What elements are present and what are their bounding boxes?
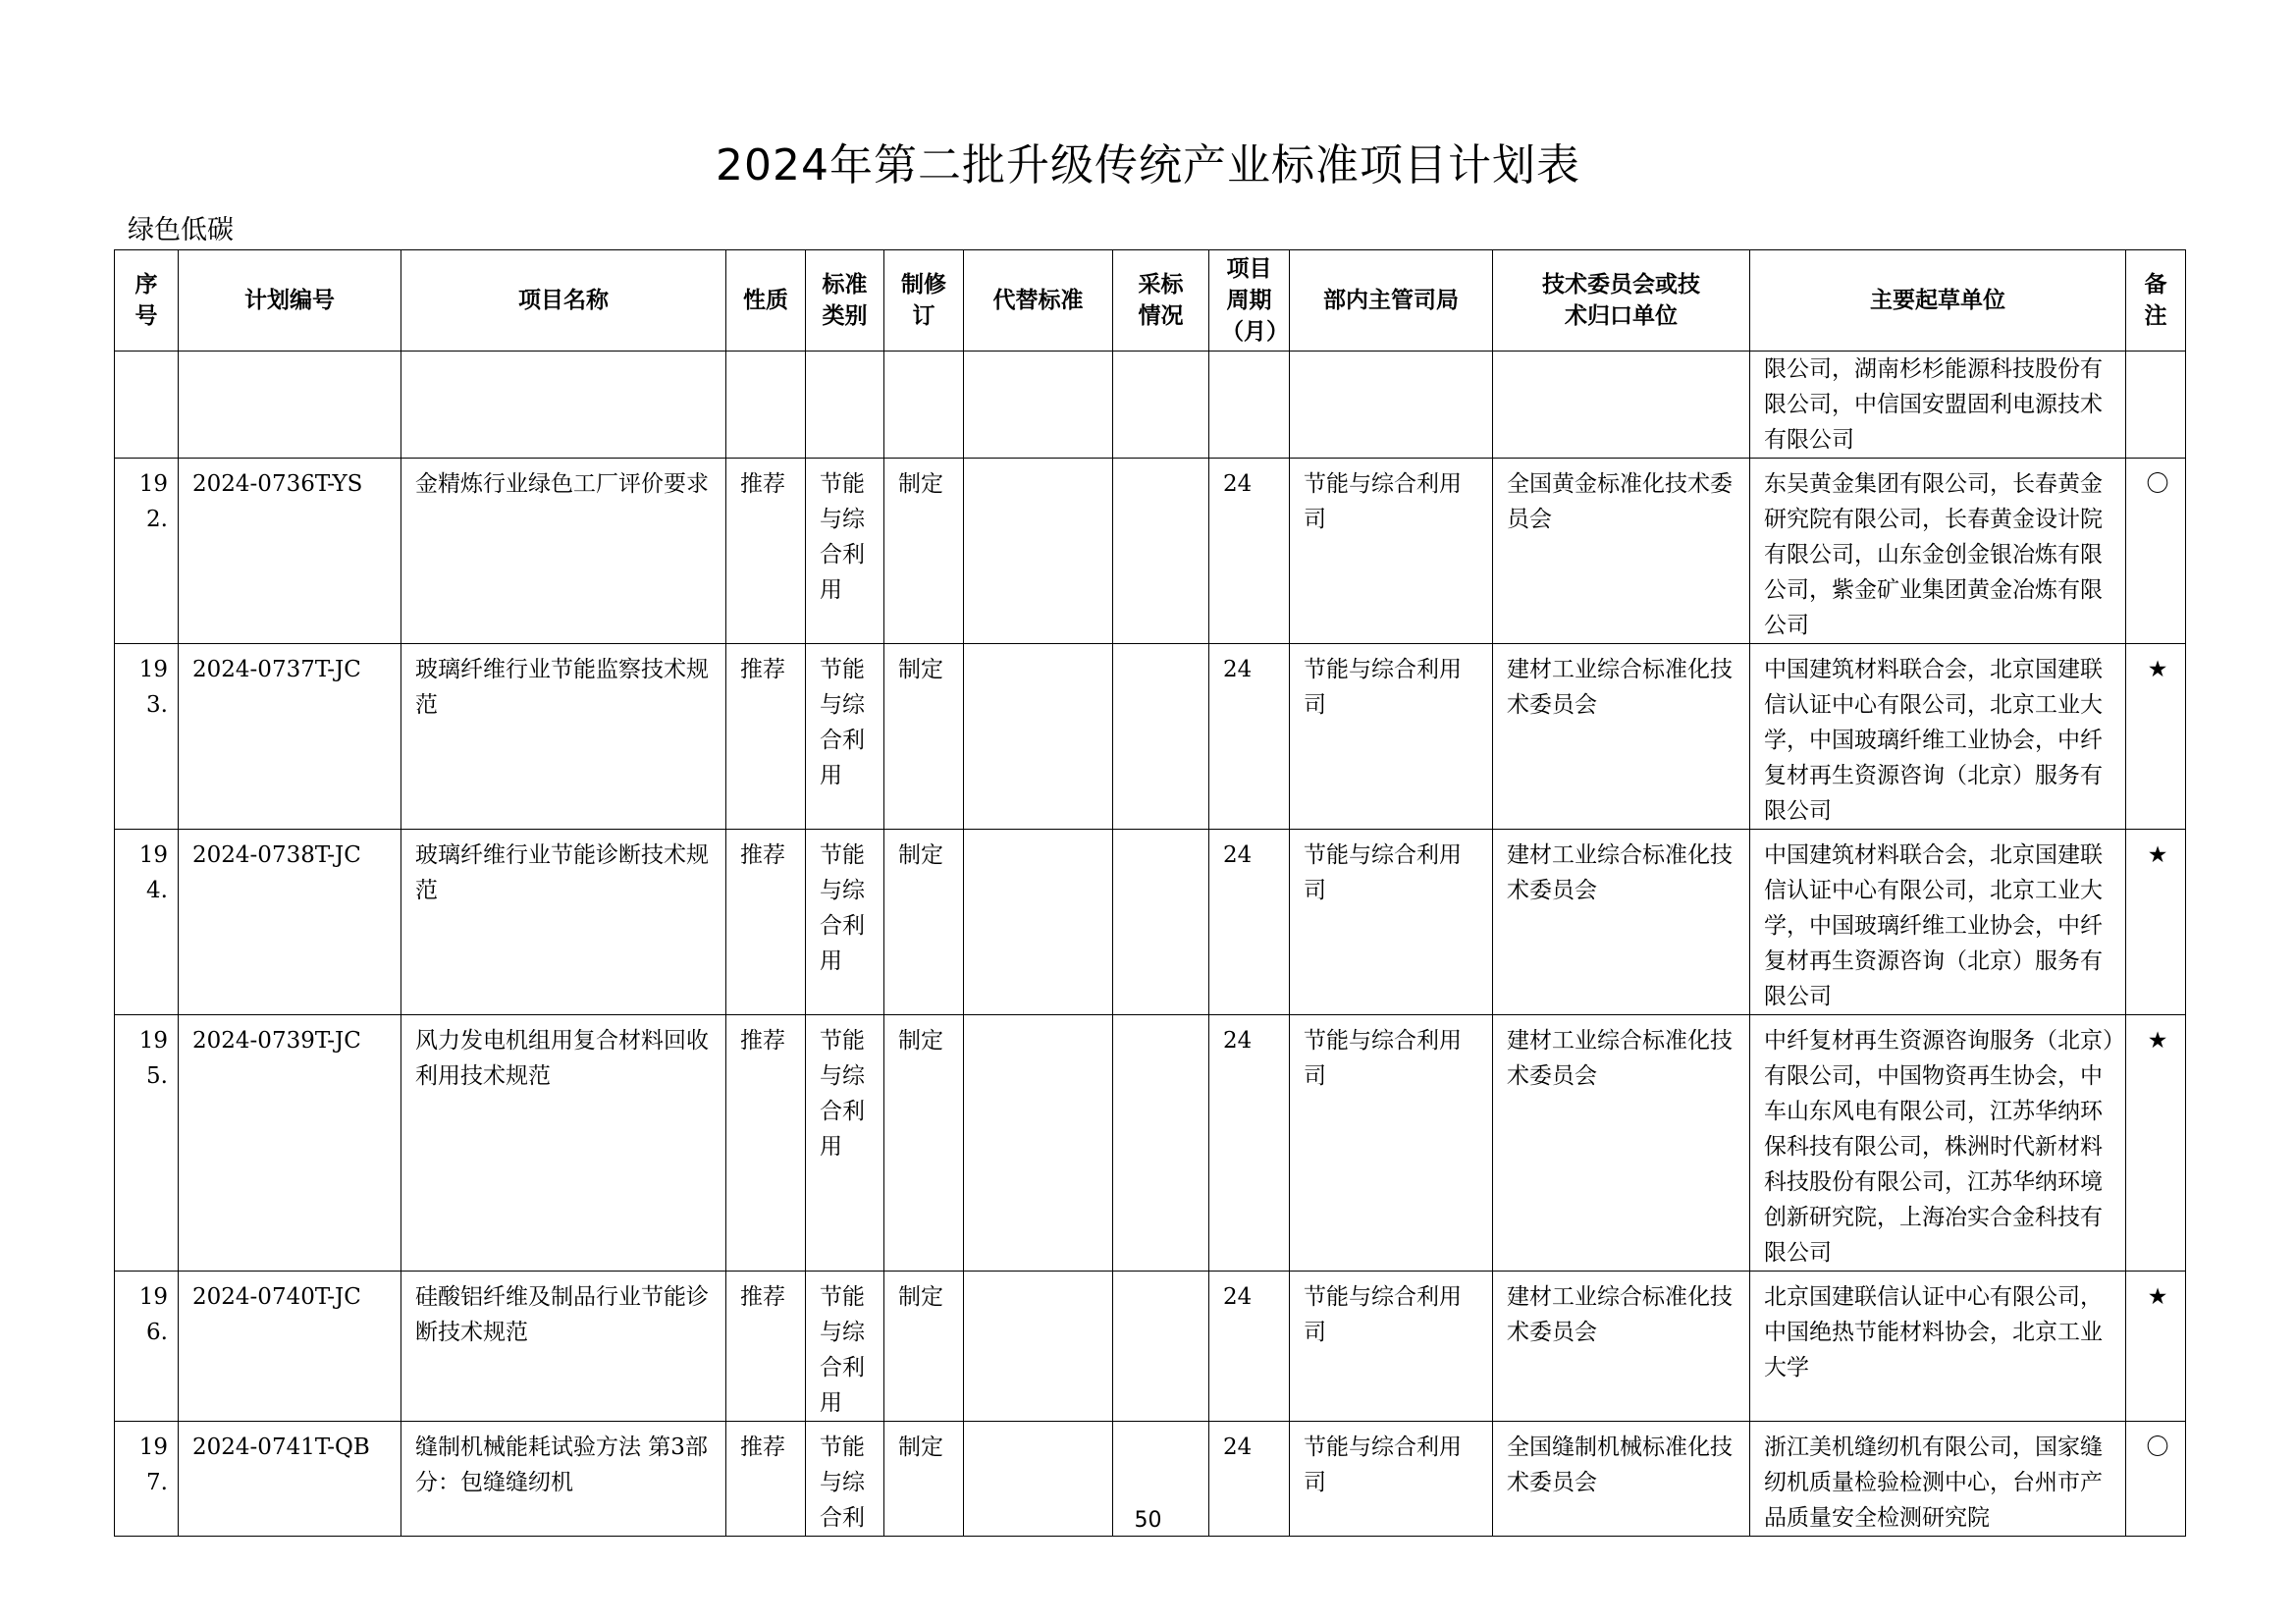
cell-no: 192. bbox=[115, 459, 179, 644]
cell-replace bbox=[964, 830, 1113, 1015]
cell-note: ★ bbox=[2126, 1272, 2186, 1422]
cell-dept: 节能与综合利用司 bbox=[1290, 1422, 1493, 1537]
cell-adopt bbox=[1113, 644, 1209, 830]
cell-category: 节能与综合利用 bbox=[806, 830, 884, 1015]
cell-code: 2024-0739T-JC bbox=[179, 1015, 401, 1272]
cell-category: 节能与综合利用 bbox=[806, 459, 884, 644]
table-row bbox=[115, 1015, 2186, 1272]
cell-dept: 节能与综合利用司 bbox=[1290, 1015, 1493, 1272]
header-dept: 部内主管司局 bbox=[1290, 250, 1493, 352]
cell-revision: 制定 bbox=[884, 1015, 964, 1272]
cell-adopt bbox=[1113, 1272, 1209, 1422]
table-row bbox=[115, 644, 2186, 830]
cell-no: 196. bbox=[115, 1272, 179, 1422]
header-name: 项目名称 bbox=[401, 250, 726, 352]
header-nature: 性质 bbox=[726, 250, 806, 352]
cell-committee: 建材工业综合标准化技术委员会 bbox=[1493, 644, 1750, 830]
cell-category: 节能与综合利用 bbox=[806, 644, 884, 830]
cell-nature: 推荐 bbox=[726, 1422, 806, 1537]
cell-code: 2024-0737T-JC bbox=[179, 644, 401, 830]
header-category: 标准类别 bbox=[806, 250, 884, 352]
cell-code: 2024-0738T-JC bbox=[179, 830, 401, 1015]
cell-dept: 节能与综合利用司 bbox=[1290, 1272, 1493, 1422]
cell-drafters: 中国建筑材料联合会，北京国建联信认证中心有限公司，北京工业大学，中国玻璃纤维工业协会，中纤复材再生资源咨询（北京）服务有限公司 bbox=[1750, 644, 2126, 830]
cell-revision: 制定 bbox=[884, 644, 964, 830]
cell-no: 193. bbox=[115, 644, 179, 830]
cell-dept bbox=[1290, 352, 1493, 459]
cell-replace bbox=[964, 1015, 1113, 1272]
cell-replace bbox=[964, 1272, 1113, 1422]
cell-adopt bbox=[1113, 1015, 1209, 1272]
cell-code: 2024-0741T-QB bbox=[179, 1422, 401, 1537]
cell-code bbox=[179, 352, 401, 459]
plan-table bbox=[114, 249, 2186, 1537]
cell-no: 194. bbox=[115, 830, 179, 1015]
cell-note: ★ bbox=[2126, 1015, 2186, 1272]
cell-note: 〇 bbox=[2126, 1422, 2186, 1537]
cell-nature: 推荐 bbox=[726, 644, 806, 830]
cell-revision: 制定 bbox=[884, 1272, 964, 1422]
header-no: 序号 bbox=[115, 250, 179, 352]
cell-revision: 制定 bbox=[884, 1422, 964, 1537]
table-row bbox=[115, 352, 2186, 459]
cell-category bbox=[806, 352, 884, 459]
page-number: 50 bbox=[1134, 1508, 1162, 1533]
cell-adopt bbox=[1113, 352, 1209, 459]
cell-period: 24 bbox=[1209, 1422, 1290, 1537]
cell-adopt bbox=[1113, 830, 1209, 1015]
cell-period: 24 bbox=[1209, 1272, 1290, 1422]
cell-note bbox=[2126, 352, 2186, 459]
cell-nature bbox=[726, 352, 806, 459]
cell-replace bbox=[964, 459, 1113, 644]
cell-drafters: 中纤复材再生资源咨询服务（北京）有限公司，中国物资再生协会，中车山东风电有限公司，江苏华纳环保科技有限公司，株洲时代新材料科技股份有限公司，江苏华纳环境创新研究院，上海冶实合金科技有限公司 bbox=[1750, 1015, 2126, 1272]
header-drafters: 主要起草单位 bbox=[1750, 250, 2126, 352]
cell-no bbox=[115, 352, 179, 459]
cell-period: 24 bbox=[1209, 644, 1290, 830]
cell-revision bbox=[884, 352, 964, 459]
cell-name: 硅酸铝纤维及制品行业节能诊断技术规范 bbox=[401, 1272, 726, 1422]
cell-period: 24 bbox=[1209, 830, 1290, 1015]
cell-no: 195. bbox=[115, 1015, 179, 1272]
table-row bbox=[115, 1272, 2186, 1422]
cell-code: 2024-0736T-YS bbox=[179, 459, 401, 644]
header-adopt: 采标情况 bbox=[1113, 250, 1209, 352]
header-note: 备注 bbox=[2126, 250, 2186, 352]
section-label: 绿色低碳 bbox=[128, 215, 234, 245]
cell-drafters: 中国建筑材料联合会，北京国建联信认证中心有限公司，北京工业大学，中国玻璃纤维工业协会，中纤复材再生资源咨询（北京）服务有限公司 bbox=[1750, 830, 2126, 1015]
cell-name: 缝制机械能耗试验方法 第3部分：包缝缝纫机 bbox=[401, 1422, 726, 1537]
cell-drafters: 浙江美机缝纫机有限公司，国家缝纫机质量检验检测中心，台州市产品质量安全检测研究院 bbox=[1750, 1422, 2126, 1537]
cell-note: ★ bbox=[2126, 830, 2186, 1015]
cell-name: 玻璃纤维行业节能监察技术规范 bbox=[401, 644, 726, 830]
cell-name: 风力发电机组用复合材料回收利用技术规范 bbox=[401, 1015, 726, 1272]
cell-committee: 建材工业综合标准化技术委员会 bbox=[1493, 830, 1750, 1015]
cell-committee: 建材工业综合标准化技术委员会 bbox=[1493, 1015, 1750, 1272]
cell-name bbox=[401, 352, 726, 459]
cell-replace bbox=[964, 644, 1113, 830]
cell-note: 〇 bbox=[2126, 459, 2186, 644]
cell-name: 玻璃纤维行业节能诊断技术规范 bbox=[401, 830, 726, 1015]
cell-committee: 建材工业综合标准化技术委员会 bbox=[1493, 1272, 1750, 1422]
header-committee: 技术委员会或技术归口单位 bbox=[1493, 250, 1750, 352]
cell-drafters: 北京国建联信认证中心有限公司，中国绝热节能材料协会，北京工业大学 bbox=[1750, 1272, 2126, 1422]
cell-committee: 全国缝制机械标准化技术委员会 bbox=[1493, 1422, 1750, 1537]
cell-adopt bbox=[1113, 459, 1209, 644]
cell-note: ★ bbox=[2126, 644, 2186, 830]
cell-replace bbox=[964, 352, 1113, 459]
cell-nature: 推荐 bbox=[726, 1015, 806, 1272]
cell-nature: 推荐 bbox=[726, 830, 806, 1015]
cell-category: 节能与综合利 bbox=[806, 1422, 884, 1537]
cell-category: 节能与综合利用 bbox=[806, 1015, 884, 1272]
cell-dept: 节能与综合利用司 bbox=[1290, 830, 1493, 1015]
cell-committee bbox=[1493, 352, 1750, 459]
cell-period: 24 bbox=[1209, 459, 1290, 644]
header-revision: 制修订 bbox=[884, 250, 964, 352]
cell-no: 197. bbox=[115, 1422, 179, 1537]
cell-period bbox=[1209, 352, 1290, 459]
cell-category: 节能与综合利用 bbox=[806, 1272, 884, 1422]
page-title: 2024年第二批升级传统产业标准项目计划表 bbox=[716, 140, 1580, 190]
cell-revision: 制定 bbox=[884, 459, 964, 644]
header-period: 项目周期（月） bbox=[1209, 250, 1290, 352]
cell-dept: 节能与综合利用司 bbox=[1290, 644, 1493, 830]
cell-dept: 节能与综合利用司 bbox=[1290, 459, 1493, 644]
table-row bbox=[115, 459, 2186, 644]
cell-nature: 推荐 bbox=[726, 459, 806, 644]
cell-name: 金精炼行业绿色工厂评价要求 bbox=[401, 459, 726, 644]
cell-code: 2024-0740T-JC bbox=[179, 1272, 401, 1422]
table-header bbox=[115, 250, 2186, 352]
cell-drafters: 限公司，湖南杉杉能源科技股份有限公司，中信国安盟固利电源技术有限公司 bbox=[1750, 352, 2126, 459]
cell-period: 24 bbox=[1209, 1015, 1290, 1272]
cell-committee: 全国黄金标准化技术委员会 bbox=[1493, 459, 1750, 644]
header-replace: 代替标准 bbox=[964, 250, 1113, 352]
cell-nature: 推荐 bbox=[726, 1272, 806, 1422]
table-row bbox=[115, 830, 2186, 1015]
cell-drafters: 东吴黄金集团有限公司，长春黄金研究院有限公司，长春黄金设计院有限公司，山东金创金银冶炼有限公司，紫金矿业集团黄金冶炼有限公司 bbox=[1750, 459, 2126, 644]
cell-revision: 制定 bbox=[884, 830, 964, 1015]
header-code: 计划编号 bbox=[179, 250, 401, 352]
